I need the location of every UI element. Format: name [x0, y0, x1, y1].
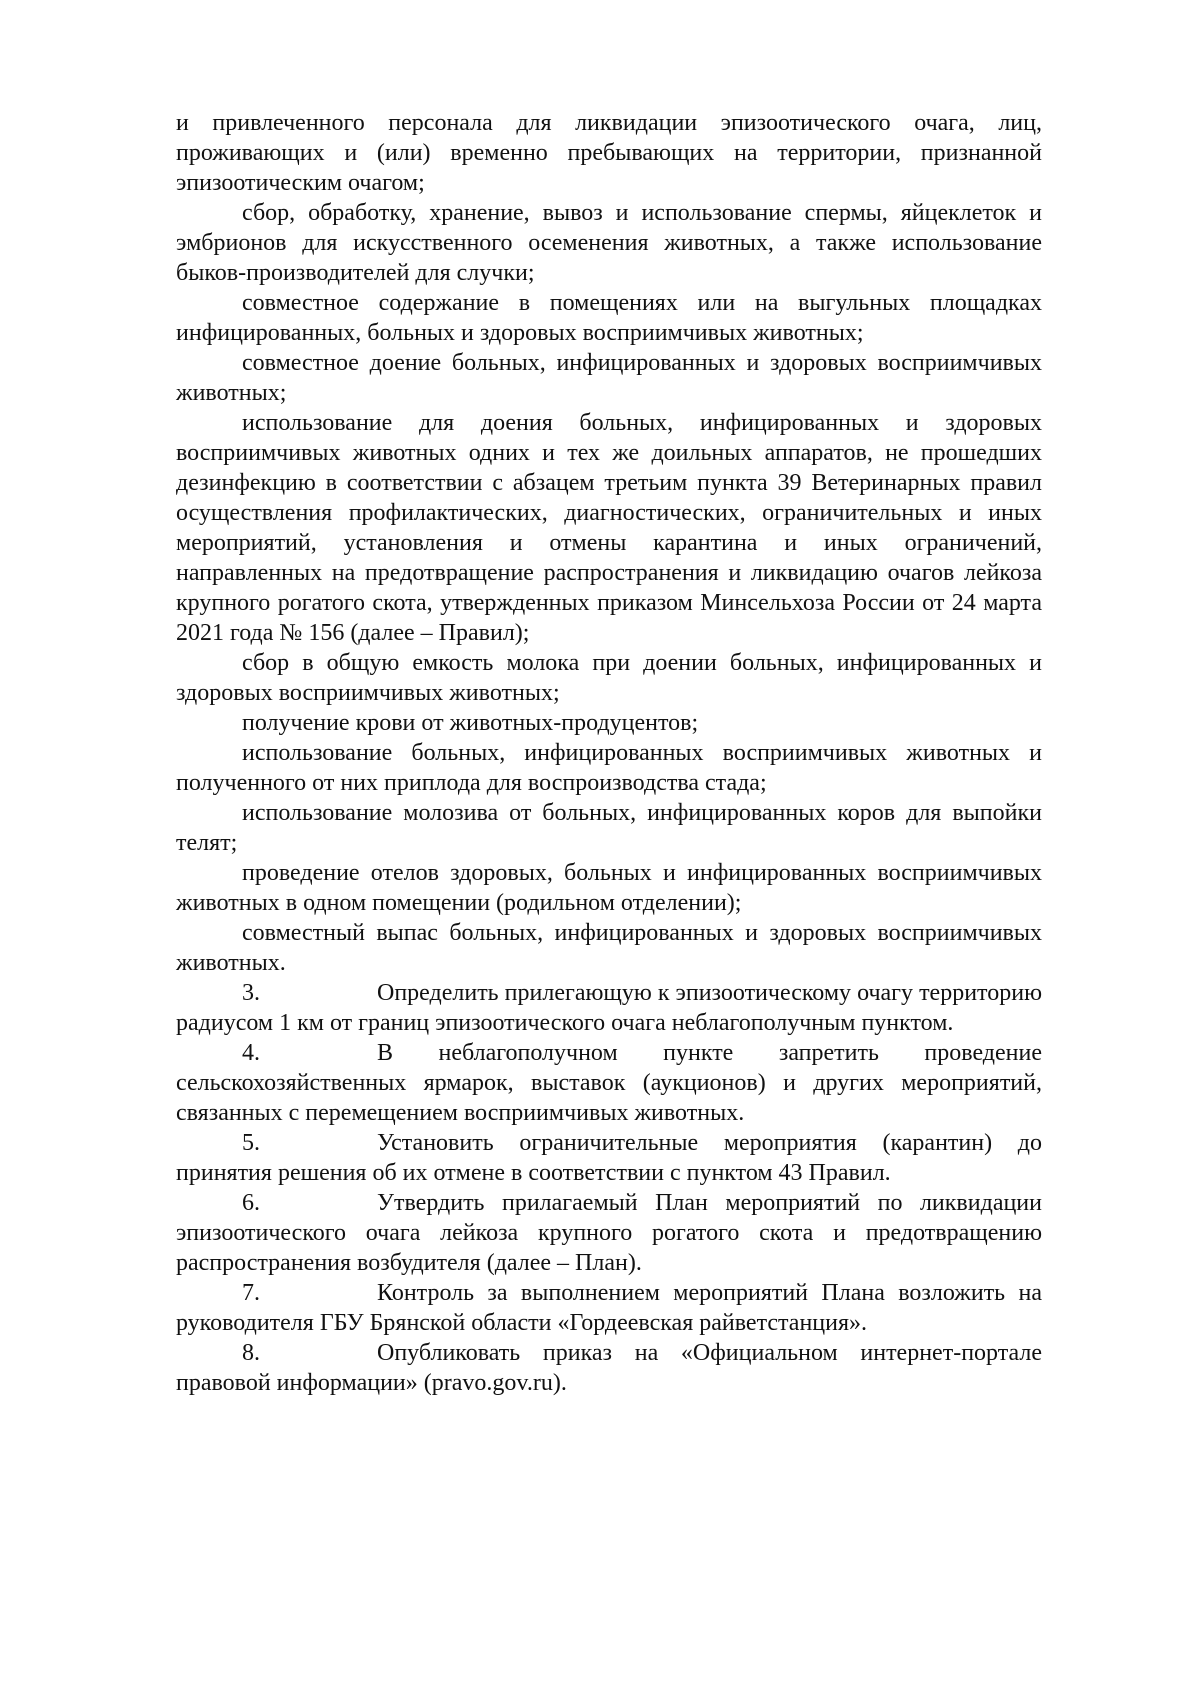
item-text: Определить прилегающую к эпизоотическому очагу территорию радиусом 1 км от границ эпизоотического очага неблагополучным пунктом.	[176, 980, 1042, 1036]
item-number: 4.	[242, 1040, 260, 1066]
paragraph: сбор в общую емкость молока при доении больных, инфицированных и здоровых восприимчивых животных;	[176, 650, 1042, 706]
item-text: Контроль за выполнением мероприятий Плана возложить на руководителя ГБУ Брянской области «Гордеевская райветстанция».	[176, 1280, 1042, 1336]
numbered-item	[176, 1038, 1042, 1128]
document-body	[176, 108, 1042, 1398]
paragraph: совместный выпас больных, инфицированных и здоровых восприимчивых животных.	[176, 920, 1042, 976]
numbered-item	[176, 1338, 1042, 1398]
item-text: Установить ограничительные мероприятия (карантин) до принятия решения об их отмене в соответствии с пунктом 43 Правил.	[176, 1130, 1042, 1186]
paragraph: использование для доения больных, инфицированных и здоровых восприимчивых животных одних и тех же доильных аппаратов, не прошедших дезинфекцию в соответствии с абзацем третьим пункта 39 Ветеринарных правил осуществления профилактических, диагностических, ограничительных и иных мероприятий, установления и отмены карантина и иных ограничений, направленных на предотвращение распространения и ликвидацию очагов лейкоза крупного рогатого скота, утвержденных приказом Минсельхоза России от 24 марта 2021 года № 156 (далее – Правил);	[176, 410, 1042, 646]
item-number: 3.	[242, 980, 260, 1006]
paragraph: совместное доение больных, инфицированных и здоровых восприимчивых животных;	[176, 350, 1042, 406]
numbered-item	[176, 1278, 1042, 1338]
item-number: 7.	[242, 1280, 260, 1306]
paragraph: сбор, обработку, хранение, вывоз и использование спермы, яйцеклеток и эмбрионов для искусственного осеменения животных, а также использование быков-производителей для случки;	[176, 200, 1042, 286]
paragraph: использование больных, инфицированных восприимчивых животных и полученного от них приплода для воспроизводства стада;	[176, 740, 1042, 796]
numbered-item	[176, 1188, 1042, 1278]
paragraph: получение крови от животных-продуцентов;	[242, 710, 699, 736]
item-number: 6.	[242, 1190, 260, 1216]
paragraph: проведение отелов здоровых, больных и инфицированных восприимчивых животных в одном помещении (родильном отделении);	[176, 860, 1042, 916]
numbered-item	[176, 1128, 1042, 1188]
item-number: 8.	[242, 1340, 260, 1366]
paragraph: совместное содержание в помещениях или на выгульных площадках инфицированных, больных и здоровых восприимчивых животных;	[176, 290, 1042, 346]
paragraph: и привлеченного персонала для ликвидации эпизоотического очага, лиц, проживающих и (или) временно пребывающих на территории, признанной эпизоотическим очагом;	[176, 110, 1042, 196]
item-text: Опубликовать приказ на «Официальном интернет-портале правовой информации» (pravo.gov.ru).	[176, 1340, 1042, 1396]
item-number: 5.	[242, 1130, 260, 1156]
numbered-item	[176, 978, 1042, 1038]
item-text: В неблагополучном пункте запретить проведение сельскохозяйственных ярмарок, выставок (аукционов) и других мероприятий, связанных с перемещением восприимчивых животных.	[176, 1040, 1042, 1126]
paragraph: использование молозива от больных, инфицированных коров для выпойки телят;	[176, 800, 1042, 856]
item-text: Утвердить прилагаемый План мероприятий по ликвидации эпизоотического очага лейкоза крупного рогатого скота и предотвращению распространения возбудителя (далее – План).	[176, 1190, 1042, 1276]
